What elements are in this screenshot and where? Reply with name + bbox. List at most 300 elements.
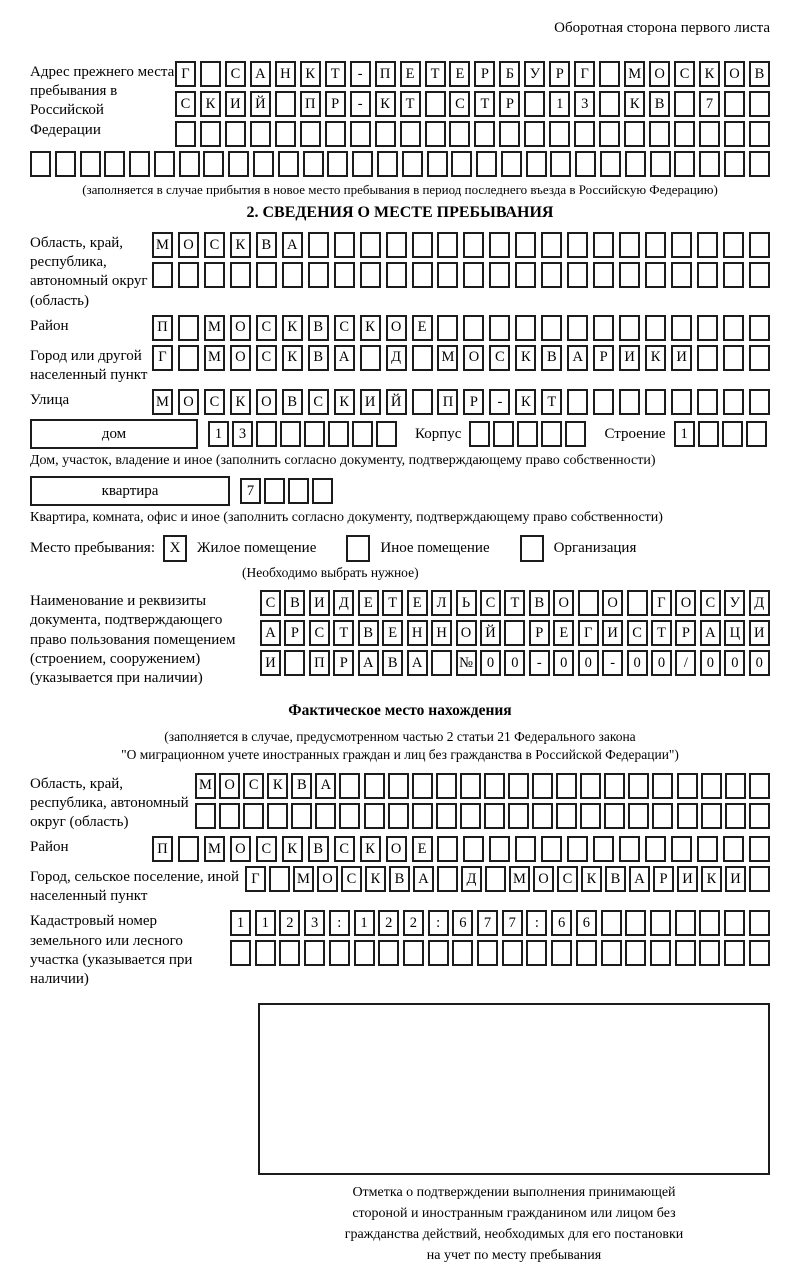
char-cell bbox=[524, 121, 545, 147]
char-cell: Р bbox=[549, 61, 570, 87]
char-cell bbox=[567, 315, 588, 341]
char-cell bbox=[551, 940, 572, 966]
char-cell: П bbox=[309, 650, 330, 676]
char-cell bbox=[476, 151, 497, 177]
char-cell bbox=[725, 803, 746, 829]
char-cell: О bbox=[230, 315, 251, 341]
char-cell: Б bbox=[499, 61, 520, 87]
char-cell bbox=[30, 151, 51, 177]
char-cell: И bbox=[309, 590, 330, 616]
char-cell: 6 bbox=[551, 910, 572, 936]
char-cell bbox=[178, 345, 199, 371]
ownership-document-row-2 bbox=[260, 620, 770, 646]
char-cell: И bbox=[360, 389, 381, 415]
char-cell: М bbox=[437, 345, 458, 371]
char-cell bbox=[724, 91, 745, 117]
char-cell bbox=[601, 910, 622, 936]
char-cell: Й bbox=[480, 620, 501, 646]
char-cell bbox=[580, 803, 601, 829]
char-cell: К bbox=[200, 91, 221, 117]
char-cell bbox=[463, 262, 484, 288]
char-cell: К bbox=[515, 389, 536, 415]
char-cell bbox=[749, 836, 770, 862]
char-cell: Е bbox=[412, 315, 433, 341]
char-cell bbox=[671, 836, 692, 862]
actual-city-label: Город, сельское поселение, иной населенный пункт bbox=[30, 869, 239, 905]
char-cell bbox=[175, 121, 196, 147]
char-cell bbox=[412, 389, 433, 415]
char-cell: 0 bbox=[578, 650, 599, 676]
char-cell bbox=[515, 315, 536, 341]
char-cell: Т bbox=[382, 590, 403, 616]
char-cell: О bbox=[230, 345, 251, 371]
char-cell: 7 bbox=[240, 478, 261, 504]
char-cell bbox=[403, 940, 424, 966]
char-cell bbox=[437, 836, 458, 862]
char-cell bbox=[541, 315, 562, 341]
char-cell bbox=[325, 121, 346, 147]
char-cell bbox=[604, 773, 625, 799]
char-cell: С bbox=[334, 836, 355, 862]
char-cell: - bbox=[529, 650, 550, 676]
char-cell bbox=[219, 803, 240, 829]
char-cell bbox=[652, 803, 673, 829]
char-cell bbox=[619, 262, 640, 288]
char-cell: Т bbox=[333, 620, 354, 646]
char-cell bbox=[593, 389, 614, 415]
char-cell bbox=[619, 315, 640, 341]
prev-address-block bbox=[30, 61, 770, 147]
char-cell: Е bbox=[407, 590, 428, 616]
char-cell bbox=[484, 803, 505, 829]
char-cell: - bbox=[350, 91, 371, 117]
char-cell bbox=[460, 803, 481, 829]
char-cell: Д bbox=[333, 590, 354, 616]
char-cell: А bbox=[315, 773, 336, 799]
char-cell bbox=[567, 389, 588, 415]
korpus-cells bbox=[469, 421, 586, 447]
char-cell bbox=[600, 151, 621, 177]
char-cell bbox=[645, 262, 666, 288]
char-cell: 1 bbox=[549, 91, 570, 117]
char-cell bbox=[354, 940, 375, 966]
char-cell: Т bbox=[400, 91, 421, 117]
char-cell bbox=[499, 121, 520, 147]
prev-address-row-4 bbox=[30, 151, 770, 177]
char-cell: В bbox=[389, 866, 410, 892]
char-cell: В bbox=[541, 345, 562, 371]
char-cell bbox=[253, 151, 274, 177]
char-cell: П bbox=[300, 91, 321, 117]
char-cell: 6 bbox=[576, 910, 597, 936]
char-cell bbox=[256, 262, 277, 288]
char-cell: - bbox=[489, 389, 510, 415]
char-cell: А bbox=[282, 232, 303, 258]
region-label: Область, край, республика, автономный округ (область) bbox=[30, 235, 148, 309]
prev-address-label: Адрес прежнего места пребывания в Российской Федерации bbox=[30, 64, 175, 138]
char-cell: Е bbox=[449, 61, 470, 87]
char-cell bbox=[308, 262, 329, 288]
char-cell bbox=[593, 315, 614, 341]
char-cell: С bbox=[256, 315, 277, 341]
residence-option-zhiloe-label: Жилое помещение bbox=[197, 540, 317, 557]
actual-district-block bbox=[30, 836, 770, 862]
char-cell: № bbox=[456, 650, 477, 676]
char-cell: : bbox=[526, 910, 547, 936]
char-cell bbox=[541, 836, 562, 862]
char-cell bbox=[697, 262, 718, 288]
char-cell bbox=[578, 590, 599, 616]
char-cell bbox=[463, 315, 484, 341]
char-cell bbox=[722, 421, 743, 447]
char-cell: У bbox=[724, 590, 745, 616]
char-cell: С bbox=[449, 91, 470, 117]
char-cell: С bbox=[334, 315, 355, 341]
stroenie-cells bbox=[674, 421, 767, 447]
house-number-cells bbox=[208, 421, 397, 447]
char-cell bbox=[489, 232, 510, 258]
char-cell bbox=[55, 151, 76, 177]
char-cell: Р bbox=[675, 620, 696, 646]
char-cell: 2 bbox=[403, 910, 424, 936]
char-cell bbox=[749, 866, 770, 892]
char-cell: А bbox=[334, 345, 355, 371]
char-cell bbox=[428, 940, 449, 966]
char-cell: И bbox=[671, 345, 692, 371]
char-cell: М bbox=[509, 866, 530, 892]
stamp-caption-line-3: гражданства действий, необходимых для его постановки bbox=[344, 1227, 684, 1243]
char-cell bbox=[280, 421, 301, 447]
char-cell bbox=[425, 121, 446, 147]
char-cell: Е bbox=[412, 836, 433, 862]
apartment-row bbox=[30, 476, 770, 506]
char-cell bbox=[628, 773, 649, 799]
char-cell bbox=[360, 262, 381, 288]
char-cell bbox=[699, 940, 720, 966]
char-cell: П bbox=[152, 836, 173, 862]
char-cell: В bbox=[382, 650, 403, 676]
char-cell: : bbox=[428, 910, 449, 936]
char-cell bbox=[264, 478, 285, 504]
char-cell bbox=[674, 91, 695, 117]
char-cell bbox=[749, 315, 770, 341]
char-cell: А bbox=[629, 866, 650, 892]
region-rows bbox=[152, 232, 770, 288]
char-cell: К bbox=[282, 345, 303, 371]
char-cell bbox=[677, 803, 698, 829]
char-cell: У bbox=[524, 61, 545, 87]
section-2-title: 2. СВЕДЕНИЯ О МЕСТЕ ПРЕБЫВАНИЯ bbox=[246, 204, 554, 221]
char-cell bbox=[517, 421, 538, 447]
char-cell: 2 bbox=[378, 910, 399, 936]
char-cell: К bbox=[300, 61, 321, 87]
actual-city-block bbox=[30, 866, 770, 906]
char-cell bbox=[328, 421, 349, 447]
char-cell bbox=[524, 91, 545, 117]
actual-region-block bbox=[30, 773, 770, 833]
char-cell bbox=[436, 773, 457, 799]
actual-district-label: Район bbox=[30, 839, 69, 856]
char-cell bbox=[477, 940, 498, 966]
char-cell: - bbox=[602, 650, 623, 676]
actual-location-note bbox=[30, 728, 770, 764]
char-cell bbox=[541, 421, 562, 447]
char-cell: О bbox=[317, 866, 338, 892]
char-cell: К bbox=[267, 773, 288, 799]
char-cell bbox=[699, 910, 720, 936]
char-cell bbox=[697, 232, 718, 258]
char-cell bbox=[437, 262, 458, 288]
char-cell: Р bbox=[333, 650, 354, 676]
char-cell: С bbox=[700, 590, 721, 616]
char-cell bbox=[352, 151, 373, 177]
char-cell: 7 bbox=[477, 910, 498, 936]
char-cell: О bbox=[219, 773, 240, 799]
char-cell bbox=[312, 478, 333, 504]
char-cell bbox=[327, 151, 348, 177]
char-cell bbox=[580, 773, 601, 799]
char-cell: 0 bbox=[749, 650, 770, 676]
actual-location-note-line-2: "О миграционном учете иностранных граждан и лиц без гражданства в Российской Федерации") bbox=[121, 747, 679, 763]
char-cell: П bbox=[152, 315, 173, 341]
char-cell: А bbox=[700, 620, 721, 646]
char-cell bbox=[698, 421, 719, 447]
char-cell bbox=[697, 836, 718, 862]
char-cell: В bbox=[605, 866, 626, 892]
char-cell: О bbox=[386, 315, 407, 341]
char-cell: / bbox=[675, 650, 696, 676]
house-row bbox=[30, 419, 770, 449]
char-cell bbox=[275, 121, 296, 147]
char-cell: С bbox=[204, 389, 225, 415]
char-cell bbox=[352, 421, 373, 447]
char-cell bbox=[723, 232, 744, 258]
char-cell: Е bbox=[382, 620, 403, 646]
char-cell bbox=[675, 940, 696, 966]
char-cell bbox=[378, 940, 399, 966]
char-cell bbox=[267, 803, 288, 829]
char-cell: Т bbox=[474, 91, 495, 117]
char-cell: М bbox=[204, 836, 225, 862]
char-cell bbox=[628, 803, 649, 829]
region-block bbox=[30, 232, 770, 311]
char-cell bbox=[699, 121, 720, 147]
char-cell: Г bbox=[574, 61, 595, 87]
char-cell: К bbox=[581, 866, 602, 892]
char-cell bbox=[526, 940, 547, 966]
char-cell: М bbox=[152, 389, 173, 415]
char-cell bbox=[200, 61, 221, 87]
char-cell bbox=[723, 262, 744, 288]
char-cell bbox=[697, 345, 718, 371]
char-cell bbox=[724, 151, 745, 177]
char-cell bbox=[469, 421, 490, 447]
char-cell: Т bbox=[541, 389, 562, 415]
apartment-cells bbox=[240, 478, 333, 504]
char-cell: Г bbox=[175, 61, 196, 87]
char-cell: 0 bbox=[480, 650, 501, 676]
registration-stamp-caption bbox=[258, 1182, 770, 1266]
char-cell bbox=[489, 315, 510, 341]
char-cell: Т bbox=[651, 620, 672, 646]
char-cell bbox=[154, 151, 175, 177]
char-cell: С bbox=[480, 590, 501, 616]
street-row bbox=[152, 389, 770, 415]
char-cell: И bbox=[619, 345, 640, 371]
char-cell bbox=[567, 262, 588, 288]
char-cell bbox=[178, 836, 199, 862]
char-cell bbox=[645, 232, 666, 258]
char-cell bbox=[625, 151, 646, 177]
char-cell: К bbox=[645, 345, 666, 371]
char-cell bbox=[412, 773, 433, 799]
ownership-document-row-3 bbox=[260, 650, 770, 676]
street-label: Улица bbox=[30, 392, 70, 409]
char-cell bbox=[386, 232, 407, 258]
char-cell: В bbox=[308, 345, 329, 371]
char-cell bbox=[508, 773, 529, 799]
char-cell: Л bbox=[431, 590, 452, 616]
actual-region-label: Область, край, республика, автономный округ (область) bbox=[30, 775, 189, 830]
residence-choose-note: (Необходимо выбрать нужное) bbox=[242, 565, 419, 581]
char-cell bbox=[230, 940, 251, 966]
char-cell: Д bbox=[749, 590, 770, 616]
district-label: Район bbox=[30, 317, 69, 334]
char-cell: О bbox=[675, 590, 696, 616]
char-cell bbox=[437, 232, 458, 258]
char-cell bbox=[574, 121, 595, 147]
char-cell: М bbox=[152, 232, 173, 258]
char-cell bbox=[593, 836, 614, 862]
char-cell: Е bbox=[400, 61, 421, 87]
char-cell: О bbox=[724, 61, 745, 87]
char-cell bbox=[427, 151, 448, 177]
char-cell: С bbox=[627, 620, 648, 646]
char-cell bbox=[484, 773, 505, 799]
char-cell: П bbox=[437, 389, 458, 415]
char-cell bbox=[303, 151, 324, 177]
char-cell: И bbox=[725, 866, 746, 892]
char-cell bbox=[400, 121, 421, 147]
char-cell bbox=[645, 836, 666, 862]
char-cell: М bbox=[204, 315, 225, 341]
cadastre-label: Кадастровый номер земельного или лесного участка (указывается при наличии) bbox=[30, 913, 193, 987]
char-cell bbox=[749, 940, 770, 966]
cadastre-row-1 bbox=[230, 910, 770, 936]
char-cell bbox=[304, 940, 325, 966]
char-cell bbox=[576, 940, 597, 966]
char-cell bbox=[80, 151, 101, 177]
actual-city-row bbox=[245, 866, 770, 892]
char-cell bbox=[567, 232, 588, 258]
char-cell: М bbox=[624, 61, 645, 87]
char-cell bbox=[291, 803, 312, 829]
residence-checkbox-zhiloe: X bbox=[163, 535, 187, 562]
char-cell: : bbox=[329, 910, 350, 936]
house-field-label: дом bbox=[101, 425, 127, 442]
char-cell: С bbox=[341, 866, 362, 892]
prev-address-row-3 bbox=[175, 121, 770, 147]
char-cell bbox=[225, 121, 246, 147]
actual-region-row-1 bbox=[195, 773, 770, 799]
char-cell: 7 bbox=[502, 910, 523, 936]
char-cell: К bbox=[360, 836, 381, 862]
char-cell bbox=[724, 121, 745, 147]
char-cell bbox=[375, 121, 396, 147]
residence-checkbox-inoe bbox=[346, 535, 370, 562]
char-cell: Й bbox=[386, 389, 407, 415]
char-cell: А bbox=[413, 866, 434, 892]
region-row-2 bbox=[152, 262, 770, 288]
char-cell bbox=[284, 650, 305, 676]
char-cell bbox=[671, 315, 692, 341]
ownership-document-row-1 bbox=[260, 590, 770, 616]
char-cell: М bbox=[293, 866, 314, 892]
char-cell bbox=[599, 121, 620, 147]
actual-region-row-2 bbox=[195, 803, 770, 829]
char-cell bbox=[437, 866, 458, 892]
char-cell bbox=[526, 151, 547, 177]
district-row bbox=[152, 315, 770, 341]
char-cell: 0 bbox=[504, 650, 525, 676]
char-cell bbox=[508, 803, 529, 829]
char-cell bbox=[129, 151, 150, 177]
char-cell: С bbox=[243, 773, 264, 799]
char-cell: Р bbox=[463, 389, 484, 415]
char-cell: 1 bbox=[674, 421, 695, 447]
prev-address-row-1 bbox=[175, 61, 770, 87]
char-cell: К bbox=[699, 61, 720, 87]
char-cell: В bbox=[358, 620, 379, 646]
char-cell bbox=[288, 478, 309, 504]
char-cell: 1 bbox=[354, 910, 375, 936]
char-cell: Н bbox=[407, 620, 428, 646]
char-cell bbox=[541, 232, 562, 258]
char-cell: 0 bbox=[627, 650, 648, 676]
char-cell bbox=[746, 421, 767, 447]
char-cell bbox=[749, 345, 770, 371]
char-cell: И bbox=[602, 620, 623, 646]
char-cell: И bbox=[749, 620, 770, 646]
char-cell: И bbox=[677, 866, 698, 892]
char-cell: Г bbox=[245, 866, 266, 892]
char-cell bbox=[749, 803, 770, 829]
char-cell bbox=[412, 345, 433, 371]
char-cell bbox=[575, 151, 596, 177]
char-cell: В bbox=[284, 590, 305, 616]
char-cell: Ц bbox=[724, 620, 745, 646]
char-cell: С bbox=[256, 836, 277, 862]
char-cell bbox=[701, 803, 722, 829]
char-cell bbox=[315, 803, 336, 829]
char-cell: О bbox=[256, 389, 277, 415]
house-field-box bbox=[30, 419, 198, 449]
char-cell bbox=[502, 940, 523, 966]
char-cell bbox=[195, 803, 216, 829]
char-cell bbox=[593, 232, 614, 258]
stamp-caption-line-2: стороной и иностранным гражданином или лицом без bbox=[352, 1206, 676, 1222]
char-cell bbox=[377, 151, 398, 177]
char-cell bbox=[437, 315, 458, 341]
char-cell bbox=[723, 345, 744, 371]
char-cell bbox=[627, 590, 648, 616]
char-cell bbox=[699, 151, 720, 177]
char-cell bbox=[675, 910, 696, 936]
char-cell: К bbox=[334, 389, 355, 415]
residence-checkbox-organizaciya bbox=[520, 535, 544, 562]
char-cell: С bbox=[175, 91, 196, 117]
char-cell: Т bbox=[425, 61, 446, 87]
